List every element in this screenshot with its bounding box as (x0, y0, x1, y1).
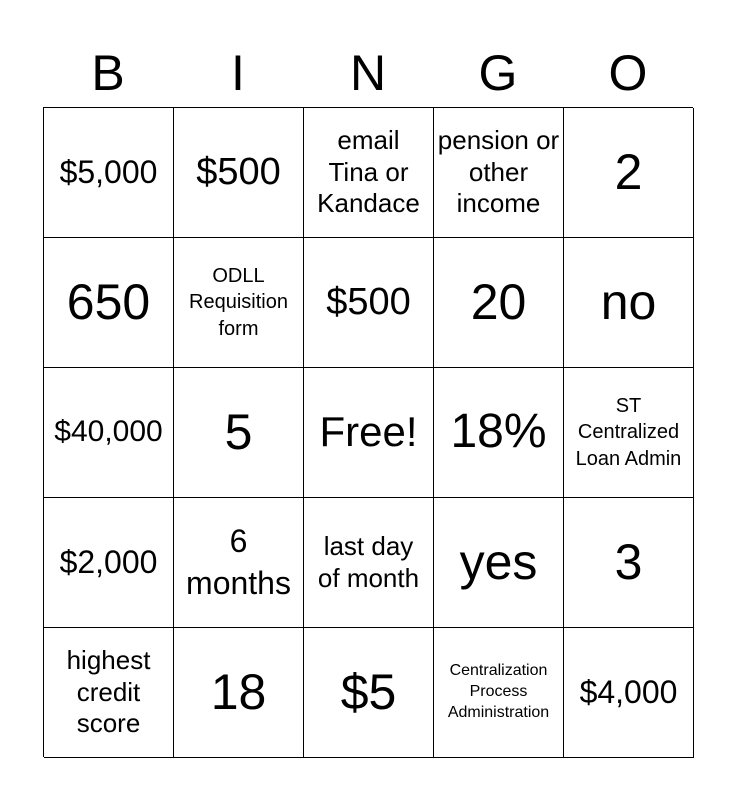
free-space-cell[interactable] (304, 368, 434, 498)
cell-text: $2,000 (59, 544, 158, 581)
cell-text: $500 (196, 150, 281, 193)
bingo-cell[interactable] (174, 108, 304, 238)
bingo-cell[interactable] (564, 368, 694, 498)
cell-text: $500 (326, 280, 411, 323)
bingo-cell[interactable] (174, 368, 304, 498)
cell-text: $4,000 (579, 674, 678, 711)
cell-text: pension or other income (437, 124, 560, 219)
bingo-cell[interactable] (304, 628, 434, 758)
bingo-cell[interactable] (44, 108, 174, 238)
bingo-cell[interactable] (564, 498, 694, 628)
cell-text: 6 months (186, 522, 291, 601)
cell-text: $40,000 (54, 415, 163, 449)
header-letter-g: G (478, 45, 518, 101)
cell-text: 3 (614, 534, 643, 590)
bingo-cell[interactable] (304, 498, 434, 628)
cell-text: ODLL Requisition form (189, 264, 288, 340)
bingo-cell[interactable] (44, 628, 174, 758)
cell-text: 2 (614, 144, 643, 200)
cell-text: 650 (66, 274, 151, 330)
bingo-cell[interactable] (174, 238, 304, 368)
bingo-header (43, 40, 693, 106)
cell-text: $5 (340, 664, 397, 720)
bingo-cell[interactable] (304, 108, 434, 238)
bingo-cell[interactable] (304, 238, 434, 368)
bingo-card (43, 107, 693, 757)
cell-text: highest credit score (66, 644, 151, 739)
bingo-cell[interactable] (434, 628, 564, 758)
bingo-cell[interactable] (174, 498, 304, 628)
cell-text: 5 (224, 404, 253, 460)
bingo-cell[interactable] (174, 628, 304, 758)
bingo-cell[interactable] (434, 108, 564, 238)
bingo-cell[interactable] (44, 368, 174, 498)
cell-text: email Tina or Kandace (317, 124, 420, 219)
bingo-cell[interactable] (564, 238, 694, 368)
cell-text: 18% (450, 405, 547, 459)
header-letter-n: N (349, 45, 387, 101)
bingo-cell[interactable] (564, 108, 694, 238)
bingo-cell[interactable] (434, 498, 564, 628)
header-letter-i: I (231, 45, 245, 101)
cell-text: last day of month (317, 530, 420, 593)
free-space-text: Free! (319, 408, 418, 456)
cell-text: 20 (470, 274, 527, 330)
bingo-cell[interactable] (44, 238, 174, 368)
cell-text: ST Centralized Loan Admin (575, 394, 682, 470)
bingo-cell[interactable] (434, 238, 564, 368)
bingo-cell[interactable] (564, 628, 694, 758)
bingo-cell[interactable] (44, 498, 174, 628)
cell-text: $5,000 (59, 154, 158, 191)
header-letter-o: O (608, 45, 648, 101)
bingo-cell[interactable] (434, 368, 564, 498)
cell-text: Centralization Process Administration (447, 662, 550, 721)
header-letter-b: B (91, 45, 125, 101)
cell-text: yes (459, 534, 538, 590)
cell-text: 18 (210, 664, 267, 720)
cell-text: no (600, 274, 657, 330)
